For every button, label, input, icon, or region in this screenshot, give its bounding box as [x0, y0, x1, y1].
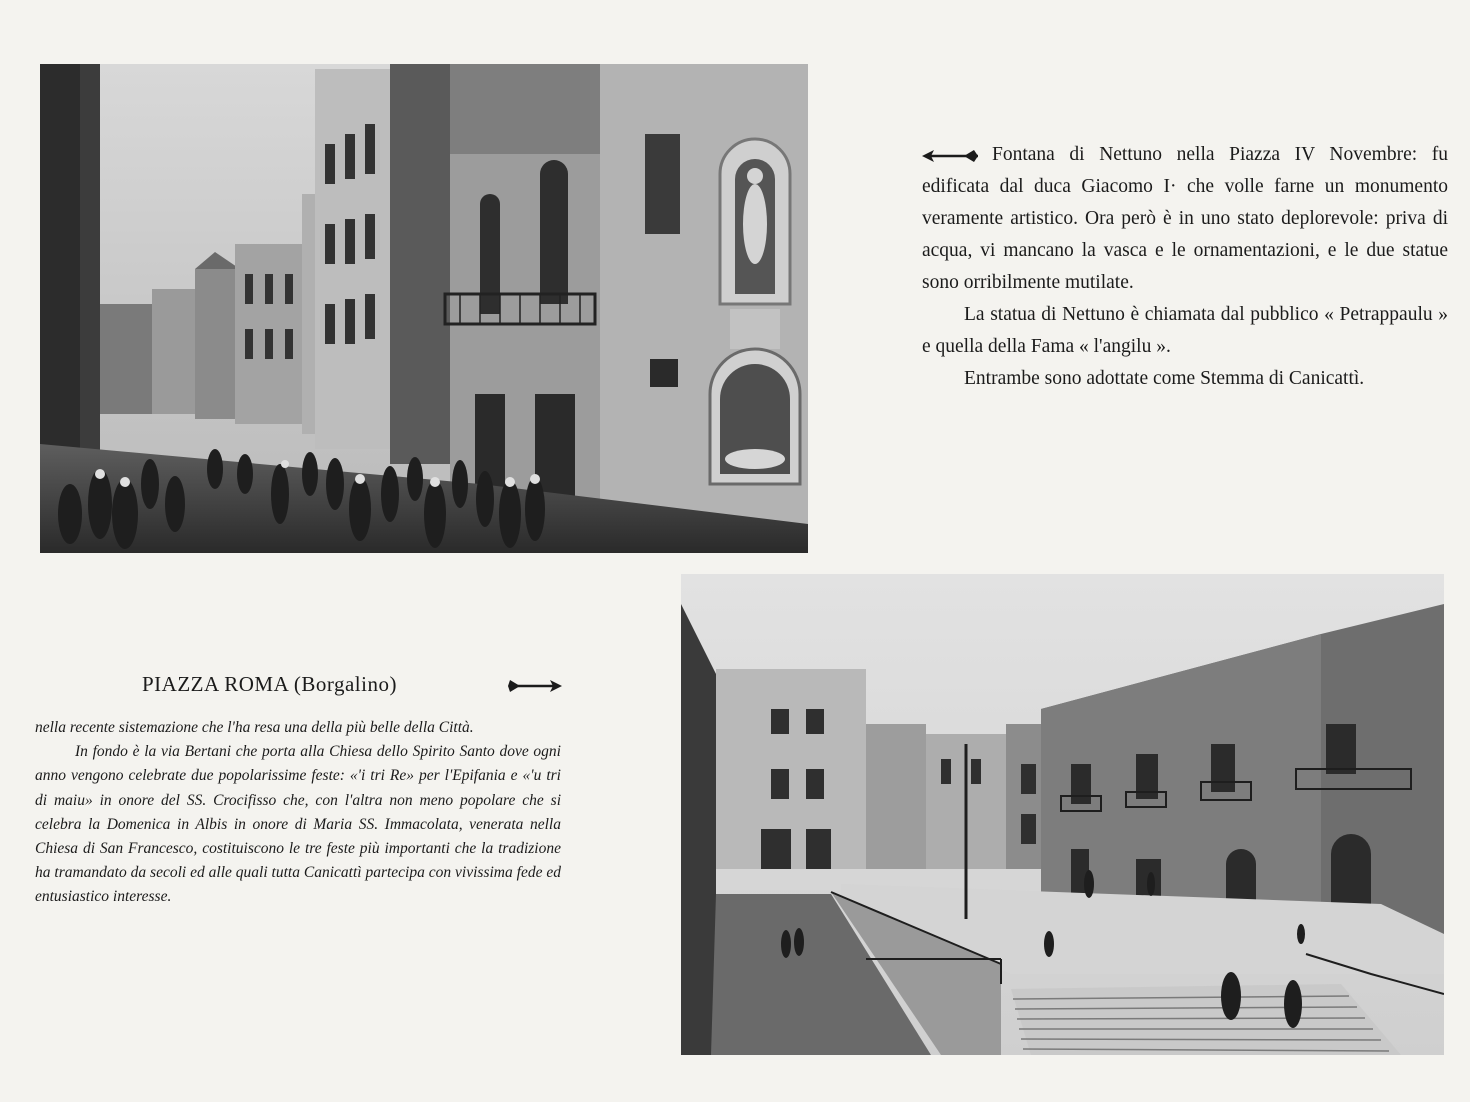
caption-fontana-paragraph-3: Entrambe sono adottate come Stemma di Canicattì.: [964, 368, 1365, 389]
caption-piazza-roma-paragraph-1: nella recente sistemazione che l'ha resa una della più belle della Città.: [35, 719, 474, 736]
caption-fontana-paragraph-2: La statua di Nettuno è chiamata dal pubblico « Petrappaulu » e quella della Fama « l'angilu ».: [922, 304, 1448, 357]
arrow-right-icon: [508, 679, 562, 693]
caption-fontana-paragraph-1: Fontana di Nettuno nella Piazza IV Novembre: fu edificata dal duca Giacomo I· che volle farne un monumento veramente artistico. Ora però è in uno stato deplorevole: priva di acqua, vi mancano la vasca e le ornamentazioni, e le due statue sono orribilmente mutilate.: [922, 144, 1448, 293]
caption-piazza-roma: [35, 716, 561, 910]
photo-street-fontana-nettuno: [40, 64, 808, 553]
caption-fontana-nettuno: [922, 139, 1448, 395]
piazza-roma-title-text: PIAZZA ROMA (Borgalino): [142, 672, 397, 696]
caption-piazza-roma-paragraph-2: In fondo è la via Bertani che porta alla Chiesa dello Spirito Santo dove ogni anno vengono celebrate due popolarissime feste: «'i tri Re» per l'Epifania e «'u tri di maiu» in onore del SS. Crocifisso che, con l'altra non meno popolare che si celebra la Domenica in Albis in onore di Maria SS. Immacolata, venerata nella Chiesa di San Francesco, costituiscono le tre feste più importanti che la tradizione ha tramandato da secoli ed alle quali tutta Canicattì partecipa con vivissima fede ed entusiastico interesse.: [35, 743, 561, 906]
photo-piazza-roma: [681, 574, 1444, 1055]
arrow-left-icon: [922, 149, 980, 163]
piazza-roma-title: [142, 672, 562, 704]
